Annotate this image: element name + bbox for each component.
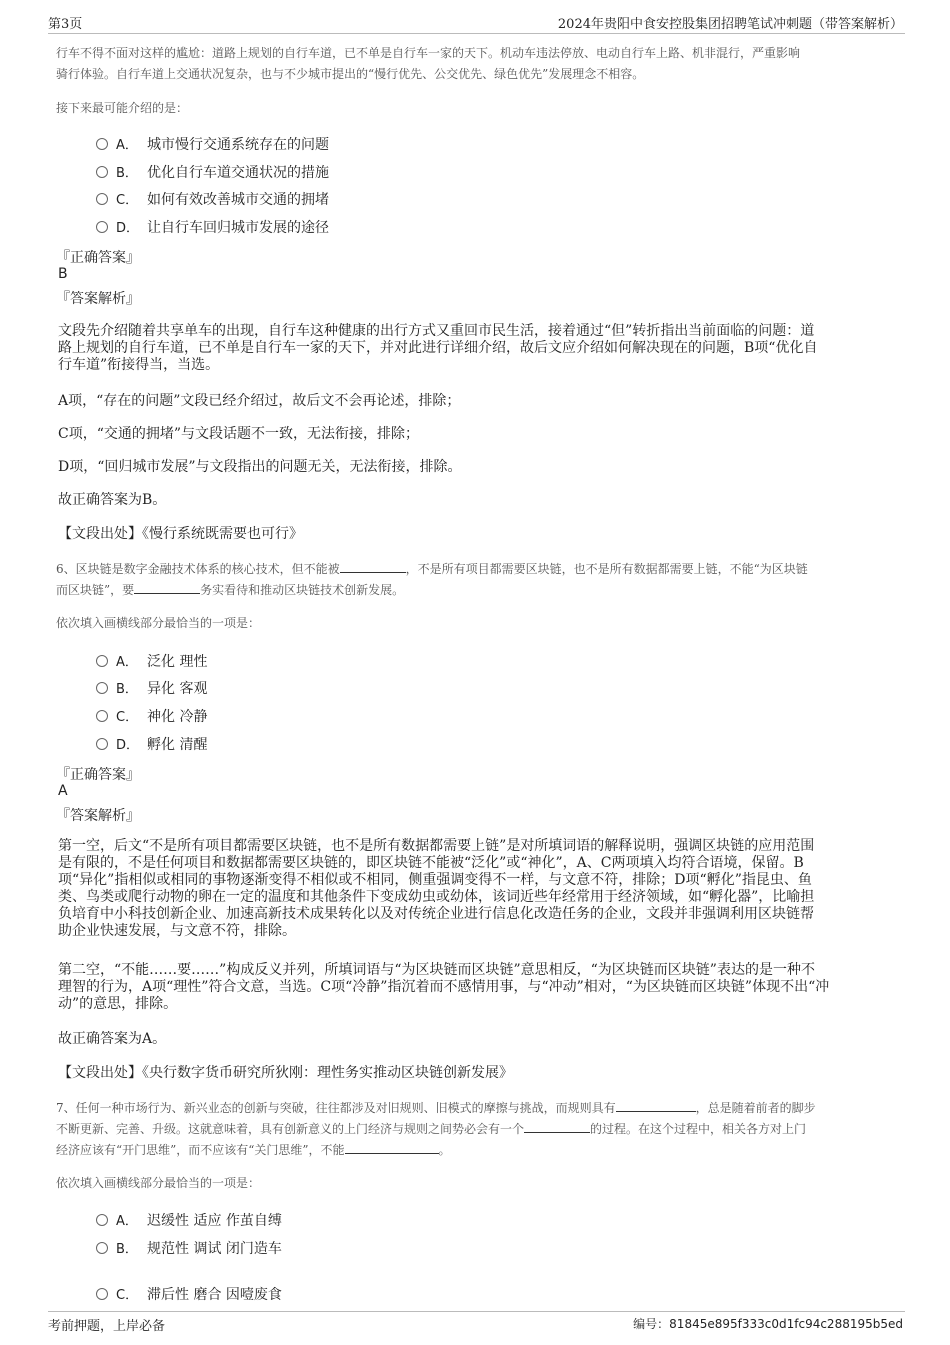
q6-answer-label: 『正确答案』 [56, 767, 140, 783]
analysis-line: 行车道”衔接得当，当选。 [58, 357, 220, 373]
blank [616, 1100, 696, 1112]
q7-stem-line: 不断更新、完善、升级。这就意味着，具有创新意义的上门经济与规则之间势必会有一个 的过程。在这个过程中，相关各方对上门 [56, 1122, 807, 1136]
analysis-line: 第一空，后文“不是所有项目都需要区块链，也不是所有数据都需要上链”是对所填词语的解释说明，强调区块链的应用范围 [58, 838, 815, 854]
q5-answer: B [58, 266, 68, 282]
q7-stem [56, 1098, 916, 1161]
q6-analysis [58, 962, 893, 1013]
page-header [48, 11, 905, 34]
q7-stem-line: 经济应该有“开门思维”，而不应该有“关门思维”，不能 。 [56, 1143, 451, 1157]
radio-icon[interactable] [96, 166, 108, 178]
q6-option-c[interactable]: C． 神化 冷静 [96, 706, 207, 726]
document-code: 编号：81845e895f333c0d1fc94c288195b5ed [633, 1317, 903, 1331]
q6-option-d[interactable]: D． 孵化 清醒 [96, 734, 207, 754]
q6-answer: A [58, 783, 68, 799]
q5-option-a[interactable]: A． 城市慢行交通系统存在的问题 [96, 134, 329, 154]
page-number: 第3页 [48, 17, 83, 32]
analysis-line: 类、鸟类或爬行动物的卵在一定的温度和其他条件下变成幼虫或幼体，该词近些年经常用于经济领域，如“孵化器”，比喻担 [58, 889, 815, 905]
q7-stem-line: 7、任何一种市场行为、新兴业态的创新与突破，往往都涉及对旧规则、旧模式的摩擦与挑战，而规则具有 ，总是随着前者的脚步 [56, 1101, 816, 1115]
q5-option-d[interactable]: D． 让自行车回归城市发展的途径 [96, 217, 329, 237]
q5-passage-line: 骑行体验。自行车道上交通状况复杂，也与不少城市提出的“慢行优先、公交优先、绿色优先”发展理念不相容。 [56, 67, 645, 81]
analysis-line: 故正确答案为B。 [58, 492, 167, 508]
radio-icon[interactable] [96, 138, 108, 150]
analysis-line: C项，“交通的拥堵”与文段话题不一致，无法衔接，排除； [58, 426, 420, 442]
q5-prompt: 接下来最可能介绍的是： [56, 101, 189, 115]
radio-icon[interactable] [96, 738, 108, 750]
q5-answer-label: 『正确答案』 [56, 250, 140, 266]
q6-analysis [58, 838, 893, 940]
footer-slogan: 考前押题，上岸必备 [48, 1319, 166, 1334]
q7-prompt: 依次填入画横线部分最恰当的一项是： [56, 1176, 261, 1190]
analysis-line: 负培育中小科技创新企业、加速高新技术成果转化以及对传统企业进行信息化改造任务的企业，文段并非强调利用区块链帮 [58, 906, 814, 922]
q6-analysis-label: 『答案解析』 [56, 808, 140, 824]
blank [524, 1121, 590, 1133]
analysis-line: 文段先介绍随着共享单车的出现，自行车这种健康的出行方式又重回市民生活，接着通过“但”转折指出当前面临的问题：道 [58, 323, 815, 339]
analysis-line: D项，“回归城市发展”与文段指出的问题无关，无法衔接，排除。 [58, 459, 462, 475]
blank [345, 1142, 439, 1154]
q5-passage [56, 43, 906, 85]
radio-icon[interactable] [96, 221, 108, 233]
radio-icon[interactable] [96, 1288, 108, 1300]
q5-analysis [58, 323, 893, 374]
blank [134, 582, 200, 594]
q6-prompt: 依次填入画横线部分最恰当的一项是： [56, 616, 261, 630]
q7-option-c[interactable]: C． 滞后性 磨合 因噎废食 [96, 1284, 282, 1304]
radio-icon[interactable] [96, 1242, 108, 1254]
document-title: 2024年贵阳中食安控股集团招聘笔试冲刺题（带答案解析） [557, 17, 903, 32]
radio-icon[interactable] [96, 682, 108, 694]
analysis-line: 动”的意思，排除。 [58, 996, 178, 1012]
radio-icon[interactable] [96, 710, 108, 722]
q5-option-c[interactable]: C． 如何有效改善城市交通的拥堵 [96, 189, 329, 209]
q5-option-b[interactable]: B． 优化自行车道交通状况的措施 [96, 162, 329, 182]
q6-stem-line: 6、区块链是数字金融技术体系的核心技术，但不能被 ，不是所有项目都需要区块链，也不是所有数据都需要上链，不能“为区块链 [56, 562, 808, 576]
blank [340, 561, 406, 573]
radio-icon[interactable] [96, 1214, 108, 1226]
radio-icon[interactable] [96, 655, 108, 667]
analysis-line: 助企业快速发展，与文意不符，排除。 [58, 923, 296, 939]
analysis-line: 故正确答案为A。 [58, 1031, 167, 1047]
analysis-line: 路上规划的自行车道，已不单是自行车一家的天下，并对此进行详细介绍，故后文应介绍如何解决现在的问题，B项“优化自 [58, 340, 818, 356]
q6-source: 【文段出处】《央行数字货币研究所狄刚：理性务实推动区块链创新发展》 [58, 1065, 513, 1081]
page-footer [48, 1311, 905, 1334]
q5-analysis-label: 『答案解析』 [56, 291, 140, 307]
analysis-line: A项，“存在的问题”文段已经介绍过，故后文不会再论述，排除； [58, 393, 461, 409]
q5-source: 【文段出处】《慢行系统既需要也可行》 [58, 526, 303, 542]
q6-option-a[interactable]: A． 泛化 理性 [96, 651, 207, 671]
q6-option-b[interactable]: B． 异化 客观 [96, 678, 207, 698]
q7-option-b[interactable]: B． 规范性 调试 闭门造车 [96, 1238, 282, 1258]
q5-passage-line: 行车不得不面对这样的尴尬：道路上规划的自行车道，已不单是自行车一家的天下。机动车违法停放、电动自行车上路、机非混行，严重影响 [56, 46, 801, 60]
radio-icon[interactable] [96, 193, 108, 205]
q6-stem-line: 而区块链”，要 务实看待和推动区块链技术创新发展。 [56, 583, 405, 597]
analysis-line: 理智的行为，A项“理性”符合文意，当选。C项“冷静”指沉着而不感情用事，与“冲动”相对，“为区块链而区块链”体现不出“冲 [58, 979, 830, 995]
analysis-line: 是有限的，不是任何项目和数据都需要区块链的，即区块链不能被“泛化”或“神化”，A、C两项填入均符合语境，保留。B [58, 855, 804, 871]
analysis-line: 项“异化”指相似或相同的事物逐渐变得不相似或不相同，侧重强调变得不一样，与文意不符，排除；D项“孵化”指昆虫、鱼 [58, 872, 812, 888]
q6-stem [56, 559, 916, 601]
q7-option-a[interactable]: A． 迟缓性 适应 作茧自缚 [96, 1210, 282, 1230]
analysis-line: 第二空，“不能……要……”构成反义并列，所填词语与“为区块链而区块链”意思相反，“为区块链而区块链”表达的是一种不 [58, 962, 815, 978]
